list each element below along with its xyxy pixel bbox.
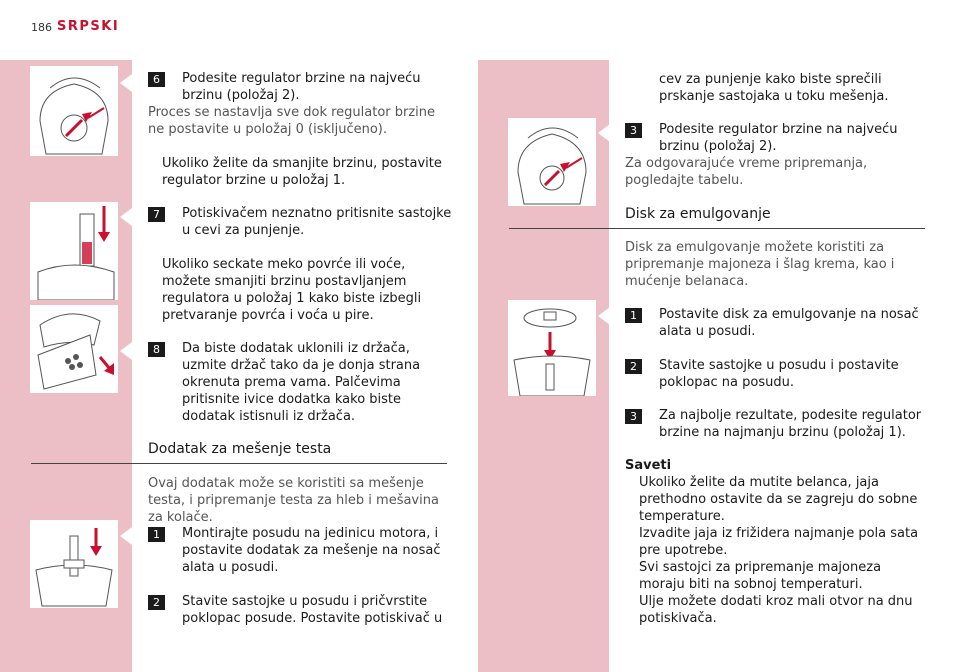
paragraph: Disk za emulgovanje možete koristiti za pripremanje majoneza i šlag krema, kao i mućenje belanaca. — [625, 240, 895, 289]
section-heading: Disk za emulgovanje — [625, 206, 771, 222]
pointer-triangle — [120, 208, 132, 226]
step-number: 8 — [148, 342, 165, 357]
tips-list — [639, 474, 924, 627]
step-number: 3 — [625, 409, 642, 424]
emulsifying-disc-illustration — [508, 300, 596, 396]
step-text: Stavite sastojke u posudu i pričvrstite poklopac posude. Postavite potiskivač u — [182, 594, 443, 626]
pointer-triangle — [598, 124, 610, 142]
step-number: 6 — [148, 72, 165, 87]
step-number: 2 — [148, 595, 165, 610]
paragraph: Ukoliko želite da smanjite brzinu, postavite regulator brzine u položaj 1. — [162, 156, 442, 188]
step-number: 7 — [148, 207, 165, 222]
pointer-triangle — [120, 527, 132, 545]
remove-accessory-illustration — [30, 305, 118, 393]
language-label: SRPSKI — [57, 19, 120, 34]
step-text: Stavite sastojke u posudu i postavite poklopac na posudu. — [659, 358, 899, 390]
pointer-triangle — [120, 342, 132, 360]
dough-tool-illustration — [30, 520, 118, 608]
food-pusher-illustration — [30, 202, 118, 300]
speed-knob-illustration — [508, 118, 596, 206]
step-text: Postavite disk za emulgovanje na nosač alata u posudi. — [659, 307, 919, 339]
paragraph: Za odgovarajuće vreme pripremanja, pogledajte tabelu. — [625, 156, 868, 188]
step-number: 1 — [625, 308, 642, 323]
tip-item: Izvadite jaja iz frižidera najmanje pola sata pre upotrebe. — [639, 526, 919, 558]
tip-item: Ukoliko želite da mutite belanca, jaja prethodno ostavite da se zagreju do sobne temperature. — [639, 475, 918, 524]
step-text: Potiskivačem neznatno pritisnite sastojke u cevi za punjenje. — [182, 206, 452, 238]
tip-item: Ulje možete dodati kroz mali otvor na dnu potiskivača. — [639, 594, 913, 626]
section-divider — [31, 463, 447, 464]
step-text: Da biste dodatak uklonili iz držača, uzmite držač tako da je donja strana okrenuta prema vama. Palčevima pritisnite ivice dodatka kako biste dodatak istisnuli iz držača. — [182, 341, 421, 424]
tips-heading: Saveti — [625, 458, 672, 473]
tip-item: Svi sastojci za pripremanje majoneza moraju biti na sobnoj temperaturi. — [639, 560, 882, 592]
step-text: Za najbolje rezultate, podesite regulator brzine na najmanju brzinu (položaj 1). — [659, 408, 922, 440]
step-text: Podesite regulator brzine na najveću brzinu (položaj 2). — [182, 71, 421, 103]
step-text: Montirajte posudu na jedinicu motora, i postavite dodatak za mešenje na nosač alata u posudi. — [182, 526, 441, 575]
page-number: 186 — [31, 21, 52, 34]
section-divider — [509, 228, 925, 229]
step-number: 1 — [148, 527, 165, 542]
speed-knob-illustration — [30, 66, 118, 156]
paragraph: cev za punjenje kako biste sprečili prskanje sastojaka u toku mešenja. — [659, 72, 889, 104]
pointer-triangle — [120, 74, 132, 92]
section-heading: Dodatak za mešenje testa — [148, 441, 332, 457]
step-text: Podesite regulator brzine na najveću brzinu (položaj 2). — [659, 122, 898, 154]
paragraph: Ovaj dodatak može se koristiti sa mešenje testa, i pripremanje testa za hleb i mešavina za kolače. — [148, 476, 439, 525]
step-number: 3 — [625, 123, 642, 138]
step-number: 2 — [625, 359, 642, 374]
paragraph: Ukoliko seckate meko povrće ili voće, možete smanjiti brzinu postavljanjem regulatora u položaj 1 kako biste izbegli pretvaranje povrća i voća u pire. — [162, 257, 422, 323]
paragraph: Proces se nastavlja sve dok regulator brzine ne postavite u položaj 0 (isključeno). — [148, 105, 436, 137]
pointer-triangle — [598, 307, 610, 325]
